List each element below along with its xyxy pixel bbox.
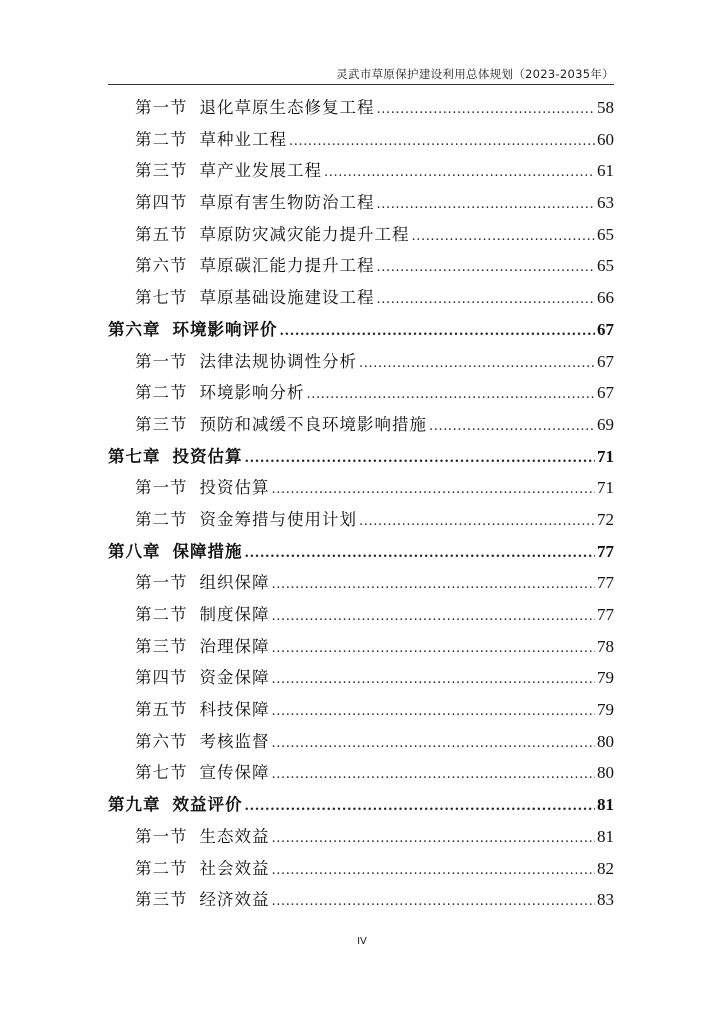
toc-section-entry[interactable] — [108, 124, 614, 156]
toc-dot-leader — [307, 379, 596, 411]
toc-dot-leader — [272, 633, 596, 665]
toc-dot-leader — [429, 411, 595, 443]
toc-dot-leader — [272, 664, 596, 696]
toc-entry-number: 第一节 — [135, 351, 188, 371]
toc-entry-title: 草原基础设施建设工程 — [199, 288, 375, 308]
toc-section-entry[interactable] — [108, 631, 614, 663]
toc-entry-title: 效益评价 — [172, 795, 243, 815]
toc-entry-number: 第一节 — [135, 573, 188, 593]
toc-dot-leader — [359, 506, 595, 538]
toc-entry-number: 第五节 — [135, 224, 188, 244]
toc-dot-leader — [289, 126, 595, 158]
toc-entry-title: 保障措施 — [172, 541, 243, 561]
toc-dot-leader — [324, 157, 595, 189]
toc-dot-leader — [272, 474, 596, 506]
toc-dot-leader — [272, 823, 596, 855]
toc-entry-title: 环境影响评价 — [172, 319, 278, 339]
toc-entry-number: 第一节 — [135, 98, 188, 117]
toc-dot-leader — [272, 886, 596, 918]
toc-section-entry[interactable] — [108, 694, 614, 726]
toc-section-entry[interactable] — [108, 155, 614, 187]
toc-entry-number: 第七节 — [135, 763, 188, 783]
toc-dot-leader — [272, 601, 596, 633]
toc-entry-page: 65 — [597, 224, 614, 244]
toc-entry-page: 71 — [597, 446, 614, 466]
toc-entry-number: 第二节 — [135, 858, 188, 878]
toc-dot-leader — [377, 284, 596, 316]
toc-entry-number: 第四节 — [135, 193, 188, 213]
toc-chapter-entry[interactable] — [108, 789, 614, 821]
toc-entry-title: 退化草原生态修复工程 — [199, 98, 375, 117]
toc-entry-title: 环境影响分析 — [199, 383, 305, 403]
toc-section-entry[interactable] — [108, 219, 614, 251]
toc-entry-number: 第九章 — [108, 795, 161, 815]
toc-entry-page: 77 — [597, 605, 614, 624]
page-number: IV — [357, 936, 367, 947]
toc-section-entry[interactable] — [108, 504, 614, 536]
toc-section-entry[interactable] — [108, 567, 614, 599]
toc-dot-leader — [245, 791, 596, 823]
toc-dot-leader — [245, 443, 596, 475]
toc-entry-page: 79 — [597, 668, 614, 688]
toc-entry-page: 61 — [597, 161, 614, 181]
toc-entry-page: 60 — [597, 129, 614, 149]
toc-entry-title: 经济效益 — [199, 890, 270, 910]
toc-entry-number: 第二节 — [135, 509, 188, 529]
toc-dot-leader — [377, 189, 596, 221]
toc-section-entry[interactable] — [108, 377, 614, 409]
toc-entry-title: 投资估算 — [172, 446, 243, 466]
toc-entry-number: 第三节 — [135, 161, 188, 181]
toc-dot-leader — [359, 348, 595, 380]
toc-entry-title: 资金保障 — [199, 668, 270, 688]
toc-entry-title: 投资估算 — [199, 478, 270, 498]
toc-entry-page: 82 — [597, 858, 614, 878]
toc-entry-number: 第五节 — [135, 700, 188, 720]
toc-entry-title: 草原有害生物防治工程 — [199, 193, 375, 213]
toc-entry-title: 草原碳汇能力提升工程 — [199, 256, 375, 276]
toc-section-entry[interactable] — [108, 821, 614, 853]
toc-entry-title: 生态效益 — [199, 826, 270, 846]
toc-entry-number: 第一节 — [135, 826, 188, 846]
toc-dot-leader — [272, 696, 596, 728]
toc-entry-page: 81 — [597, 795, 614, 815]
toc-entry-title: 法律法规协调性分析 — [199, 351, 357, 371]
toc-entry-page: 72 — [597, 509, 614, 529]
toc-entry-title: 预防和减缓不良环境影响措施 — [199, 414, 427, 434]
toc-entry-number: 第三节 — [135, 414, 188, 434]
toc-section-entry[interactable] — [108, 409, 614, 441]
toc-entry-page: 67 — [597, 383, 614, 403]
toc-entry-page: 83 — [597, 890, 614, 910]
toc-entry-number: 第三节 — [135, 890, 188, 910]
toc-entry-number: 第一节 — [135, 478, 188, 498]
toc-entry-number: 第六节 — [135, 256, 188, 276]
toc-entry-title: 资金筹措与使用计划 — [199, 509, 357, 529]
toc-dot-leader — [377, 252, 596, 284]
toc-entry-title: 组织保障 — [199, 573, 270, 593]
toc-section-entry[interactable] — [108, 884, 614, 916]
toc-entry-number: 第三节 — [135, 636, 188, 656]
toc-entry-page: 71 — [597, 478, 614, 498]
toc-section-entry[interactable] — [108, 599, 614, 631]
toc-entry-title: 考核监督 — [199, 731, 270, 751]
table-of-contents — [108, 92, 614, 916]
toc-entry-title: 治理保障 — [199, 636, 270, 656]
toc-entry-page: 69 — [597, 414, 614, 434]
toc-entry-title: 草产业发展工程 — [199, 161, 322, 181]
toc-section-entry[interactable] — [108, 282, 614, 314]
toc-entry-title: 制度保障 — [199, 605, 270, 624]
toc-entry-page: 58 — [597, 98, 614, 117]
toc-chapter-entry[interactable] — [108, 441, 614, 473]
toc-entry-page: 81 — [597, 826, 614, 846]
toc-entry-number: 第六章 — [108, 319, 161, 339]
toc-entry-page: 63 — [597, 193, 614, 213]
toc-entry-page: 66 — [597, 288, 614, 308]
toc-entry-page: 67 — [597, 319, 614, 339]
toc-entry-title: 科技保障 — [199, 700, 270, 720]
toc-dot-leader — [377, 94, 596, 126]
toc-section-entry[interactable] — [108, 472, 614, 504]
toc-dot-leader — [272, 759, 596, 791]
toc-entry-number: 第二节 — [135, 383, 188, 403]
toc-entry-page: 78 — [597, 636, 614, 656]
toc-section-entry[interactable] — [108, 250, 614, 282]
toc-section-entry[interactable] — [108, 853, 614, 885]
toc-dot-leader — [245, 538, 596, 570]
toc-dot-leader — [272, 569, 596, 601]
toc-entry-number: 第六节 — [135, 731, 188, 751]
toc-section-entry[interactable] — [108, 662, 614, 694]
toc-entry-title: 社会效益 — [199, 858, 270, 878]
toc-dot-leader — [280, 316, 596, 348]
toc-entry-page: 77 — [597, 573, 614, 593]
toc-entry-number: 第七节 — [135, 288, 188, 308]
toc-section-entry[interactable] — [108, 187, 614, 219]
toc-entry-page: 67 — [597, 351, 614, 371]
toc-dot-leader — [272, 728, 596, 760]
toc-dot-leader — [272, 855, 596, 887]
toc-entry-page: 80 — [597, 731, 614, 751]
toc-section-entry[interactable] — [108, 92, 614, 124]
toc-section-entry[interactable] — [108, 346, 614, 378]
toc-entry-page: 77 — [597, 541, 614, 561]
toc-chapter-entry[interactable] — [108, 536, 614, 568]
toc-entry-title: 草种业工程 — [199, 129, 287, 149]
toc-entry-page: 79 — [597, 700, 614, 720]
toc-entry-number: 第八章 — [108, 541, 161, 561]
running-header: 灵武市草原保护建设利用总体规划（2023-2035年） — [108, 66, 614, 85]
toc-entry-page: 80 — [597, 763, 614, 783]
toc-entry-number: 第四节 — [135, 668, 188, 688]
toc-entry-number: 第二节 — [135, 605, 188, 624]
toc-section-entry[interactable] — [108, 757, 614, 789]
toc-section-entry[interactable] — [108, 726, 614, 758]
toc-entry-number: 第七章 — [108, 446, 161, 466]
toc-entry-title: 草原防灾减灾能力提升工程 — [199, 224, 410, 244]
toc-entry-page: 65 — [597, 256, 614, 276]
toc-entry-title: 宣传保障 — [199, 763, 270, 783]
toc-dot-leader — [412, 221, 596, 253]
toc-entry-number: 第二节 — [135, 129, 188, 149]
toc-chapter-entry[interactable] — [108, 314, 614, 346]
